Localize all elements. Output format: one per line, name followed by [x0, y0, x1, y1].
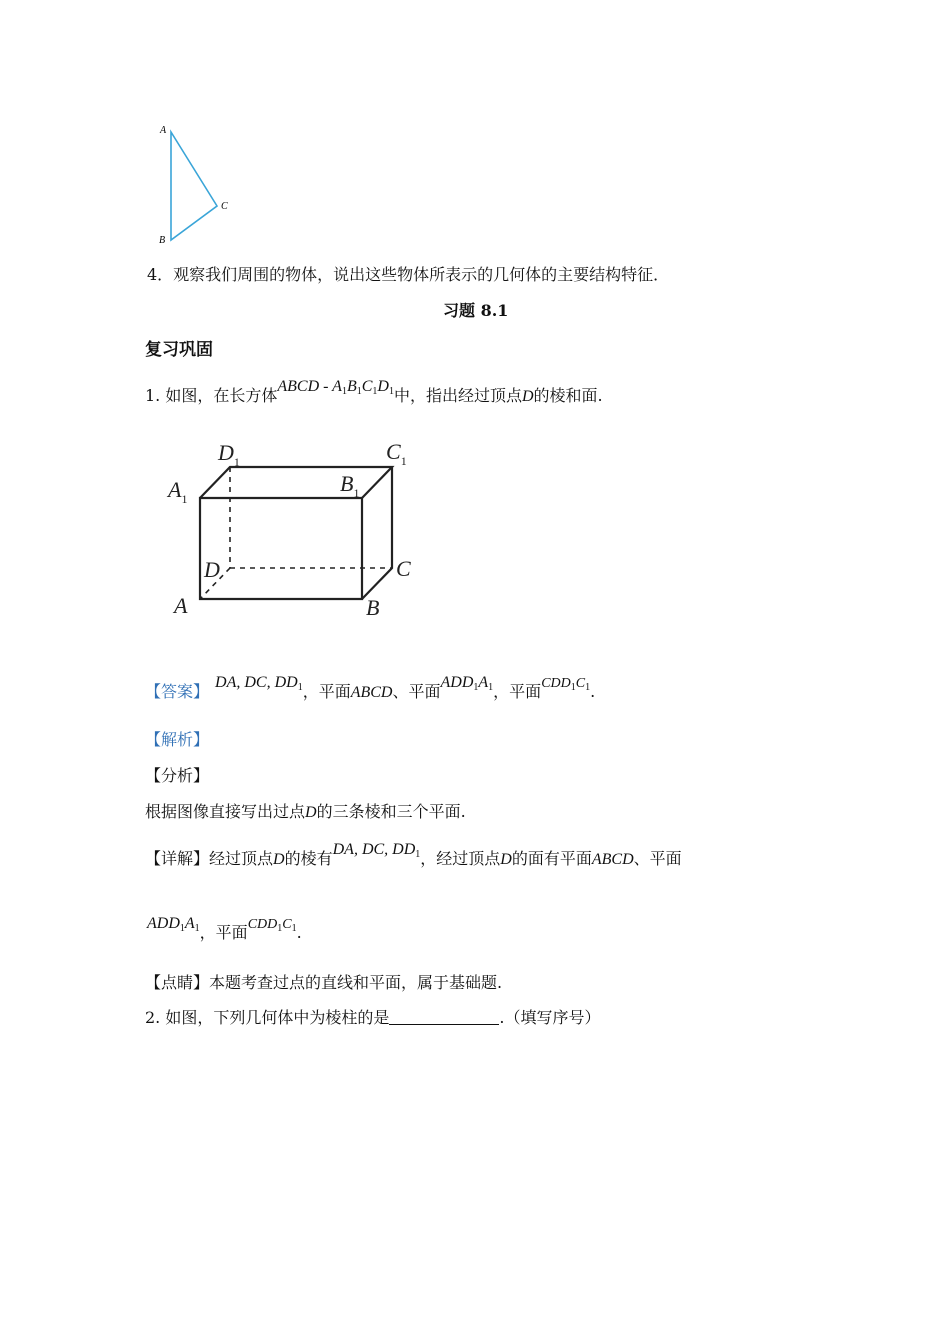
answer-blank[interactable] — [389, 1010, 499, 1025]
section-title: 习题 8.1 — [443, 301, 509, 320]
cuboid-top-face — [200, 467, 392, 498]
fenxi-tag: 【分析】 — [145, 766, 210, 785]
cuboid-figure — [160, 435, 430, 625]
triangle-label-a: A — [160, 125, 167, 136]
label-d1: $D_1$ — [218, 440, 240, 469]
label-c: C — [396, 556, 411, 581]
detail-line-1: 【详解】经过顶点D的棱有DA, DC, $DD_1$，经过顶点D的面有平面ABCD、平面 — [145, 841, 682, 868]
question-2: 2. 如图，下列几何体中为棱柱的是 .（填写序号） — [145, 1008, 601, 1027]
detail-line-2: $ADD_1A_1$，平面$CDD_1C_1$. — [147, 915, 302, 942]
triangle-label-b: B — [159, 235, 166, 246]
subsection-title: 复习巩固 — [145, 340, 213, 360]
label-b: B — [366, 595, 380, 620]
comment-line: 【点睛】本题考查过点的直线和平面，属于基础题. — [145, 973, 503, 992]
question-1: 1. 如图，在长方体ABCD - $A_1B_1C_1D_1$中，指出经过顶点D的棱和面. — [145, 378, 603, 405]
answer-line: 【答案】 DA, DC, $DD_1$，平面ABCD、平面$ADD_1A_1$，平面$CDD_1C_1$. — [145, 674, 596, 701]
cuboid-right-face — [362, 467, 392, 599]
q1-math: ABCD - $A_1B_1C_1D_1$ — [277, 378, 394, 397]
cuboid-front-face — [200, 498, 362, 599]
triangle-label-c: C — [221, 201, 228, 212]
answer-tag: 【答案】 — [145, 682, 210, 701]
label-b1: $B_1$ — [340, 471, 360, 500]
triangle-shape — [171, 132, 217, 240]
label-a: A — [174, 593, 188, 618]
item-4: 4．观察我们周围的物体，说出这些物体所表示的几何体的主要结构特征． — [147, 265, 670, 284]
label-a1: $A_1$ — [168, 477, 188, 506]
label-d: D — [204, 557, 220, 582]
fenxi-text: 根据图像直接写出过点D的三条棱和三个平面. — [145, 802, 466, 821]
triangle-figure — [155, 120, 245, 250]
analysis-tag: 【解析】 — [145, 730, 210, 749]
label-c1: $C_1$ — [386, 439, 407, 468]
